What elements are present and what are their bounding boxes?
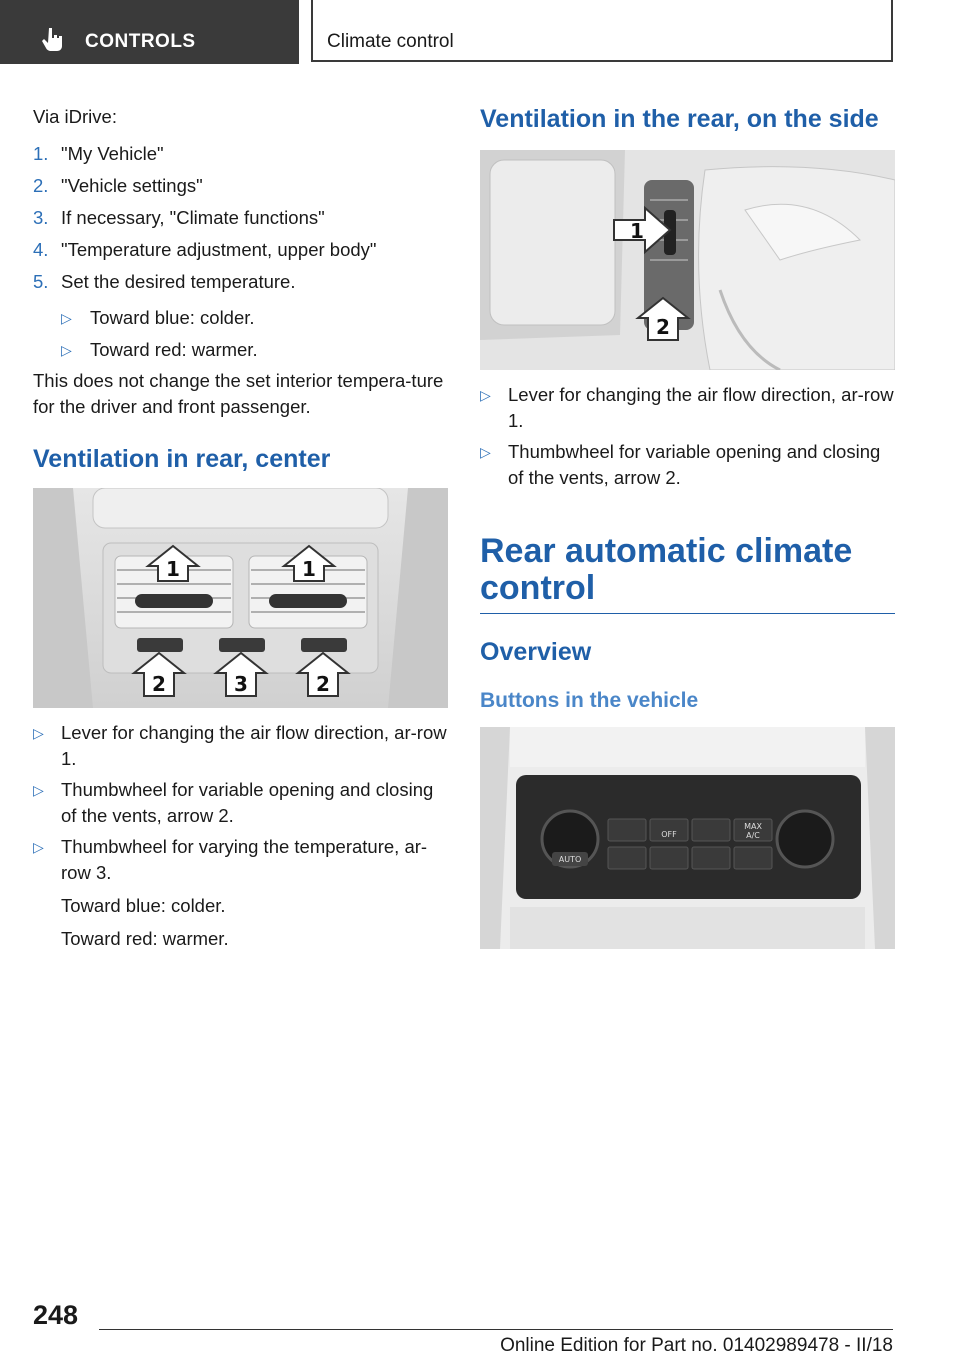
panel-label: AUTO [558,855,582,864]
right-column [480,104,895,949]
rear-climate-panel-figure [480,727,895,949]
figure-label: 1 [302,557,316,581]
list-item: ▷ Thumbwheel for variable opening and closing of the vents, arrow 2. [480,441,881,488]
triangle-bullet-icon: ▷ [61,342,72,358]
triangle-bullet-icon: ▷ [480,387,491,403]
figure-label: 1 [166,557,180,581]
rear-side-vent-figure [480,150,895,370]
extra-line: Toward blue: colder. [61,895,226,916]
step-item: 4. "Temperature adjustment, upper body" [33,239,377,260]
panel-label: A/C [746,831,760,840]
footer-edition: Online Edition for Part no. 01402989478 - II/18 [500,1335,893,1356]
idrive-steps [33,138,448,298]
heading-buttons: Buttons in the vehicle [480,689,699,712]
figure-label: 1 [630,219,644,243]
step-item: 3. If necessary, "Climate functions" [33,207,325,228]
figure-label: 2 [152,672,166,696]
note-text: This does not change the set interior tempera‐ture for the driver and front passenger. [33,370,444,417]
list-item: ▷ Thumbwheel for variable opening and closing of the vents, arrow 2. [33,779,434,826]
step-item: 1. "My Vehicle" [33,143,164,164]
heading-overview: Overview [480,638,592,666]
extra-line: Toward red: warmer. [61,928,229,949]
triangle-bullet-icon: ▷ [61,310,72,326]
heading-ventilation-side: Ventilation in the rear, on the side [480,105,879,133]
rear-center-vents-figure [33,488,448,708]
substep-item: ▷ Toward blue: colder. [33,302,448,334]
triangle-bullet-icon: ▷ [33,725,44,741]
substep-item: ▷ Toward red: warmer. [33,334,448,366]
heading-rear-climate: Rear automatic climate control [480,532,853,607]
section-tab [0,0,299,64]
panel-label: OFF [661,830,677,839]
panel-label: MAX [744,822,762,831]
figure-label: 2 [316,672,330,696]
side-vent-bullets [480,382,895,491]
triangle-bullet-icon: ▷ [33,782,44,798]
triangle-bullet-icon: ▷ [480,444,491,460]
figure-label: 3 [234,672,248,696]
list-item: ▷ Lever for changing the air flow direction, ar‐row 1. [33,722,447,769]
figure-label: 2 [656,315,670,339]
step-item: 2. "Vehicle settings" [33,175,203,196]
chapter-box [311,0,893,62]
hand-pointer-icon [40,26,66,52]
list-item: ▷ Thumbwheel for varying the temperature, ar‐row 3. Toward blue: colder. Toward red: warmer. [33,834,448,952]
list-item: ▷ Lever for changing the air flow direction, ar‐row 1. [480,384,894,431]
page-number: 248 [33,1300,79,1330]
heading-rule [480,613,895,614]
temperature-substeps [33,302,448,366]
step-item: 5. Set the desired temperature. [33,271,296,292]
footer-rule [99,1329,893,1330]
triangle-bullet-icon: ▷ [33,839,44,855]
intro-text: Via iDrive: [33,106,117,127]
section-label: CONTROLS [85,31,196,52]
left-column [33,104,448,957]
center-vent-bullets [33,720,448,952]
heading-ventilation-center: Ventilation in rear, center [33,445,331,473]
chapter-title: Climate control [327,31,454,52]
